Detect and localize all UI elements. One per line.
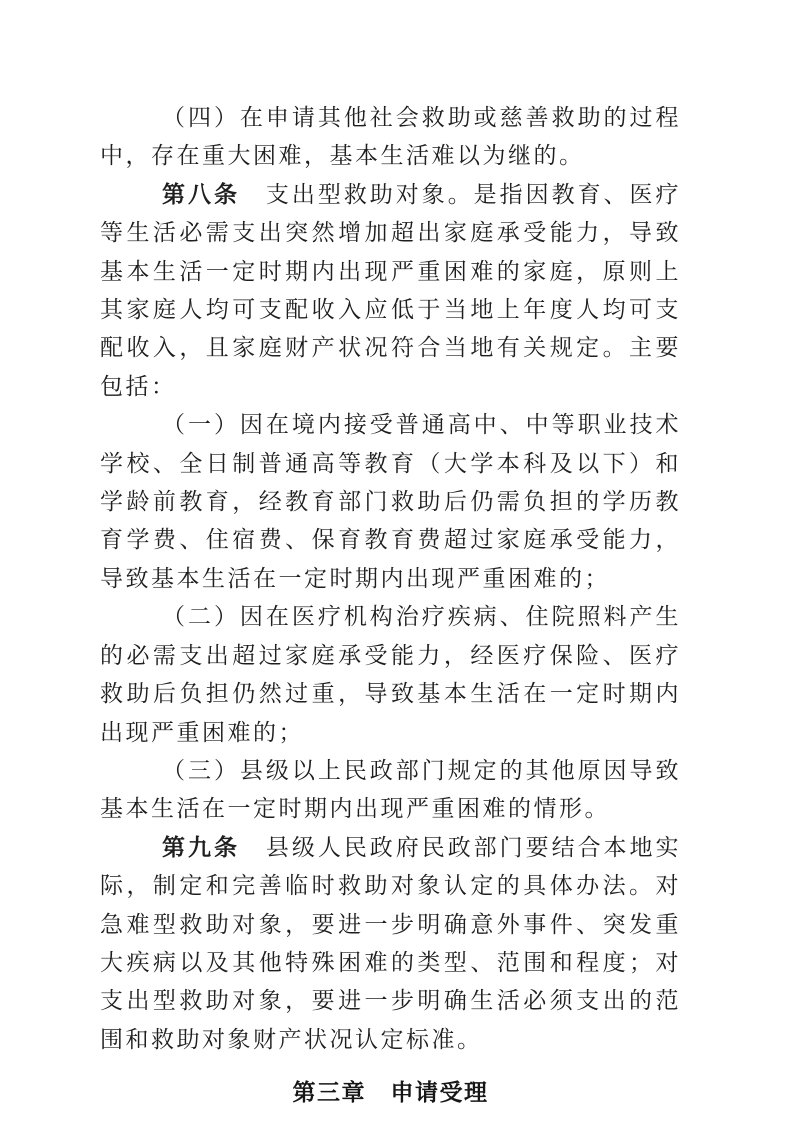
- chapter-heading: 第三章 申请受理: [292, 1079, 489, 1106]
- article-9-number: 第九条: [162, 834, 240, 860]
- article-8-number: 第八条: [162, 181, 240, 207]
- document-body: [100, 99, 681, 1111]
- para-item-1-text: （一）因在境内接受普通高中、中等职业技术学校、全日制普通高等教育（大学本科及以下）和学龄前教育，经教育部门救助后仍需负担的学历教育学费、住宿费、保育教育费超过家庭承受能力，导致基本生活在一定时期内出现严重困难的；: [100, 412, 681, 591]
- article-9-text: 县级人民政府民政部门要结合本地实际，制定和完善临时救助对象认定的具体办法。对急难型救助对象，要进一步明确意外事件、突发重大疾病以及其他特殊困难的类型、范围和程度；对支出型救助对象，要进一步明确生活必须支出的范围和救助对象财产状况认定标准。: [100, 834, 682, 1052]
- para-item-3-text: （三）县级以上民政部门规定的其他原因导致基本生活在一定时期内出现严重困难的情形。: [100, 757, 681, 822]
- para-article-8: [100, 176, 681, 406]
- para-item-3: [100, 752, 681, 829]
- para-clause-4-text: （四）在申请其他社会救助或慈善救助的过程中，存在重大困难，基本生活难以为继的。: [100, 105, 681, 169]
- para-item-2: [100, 598, 681, 752]
- para-article-9: [100, 829, 681, 1059]
- para-item-1: [100, 406, 681, 598]
- para-clause-4: [100, 99, 681, 176]
- article-8-text: 支出型救助对象。是指因教育、医疗等生活必需支出突然增加超出家庭承受能力，导致基本生活一定时期内出现严重困难的家庭，原则上其家庭人均可支配收入应低于当地上年度人均可支配收入，且家庭财产状况符合当地有关规定。主要包括：: [100, 181, 682, 399]
- para-item-2-text: （二）因在医疗机构治疗疾病、住院照料产生的必需支出超过家庭承受能力，经医疗保险、医疗救助后负担仍然过重，导致基本生活在一定时期内出现严重困难的；: [100, 604, 681, 745]
